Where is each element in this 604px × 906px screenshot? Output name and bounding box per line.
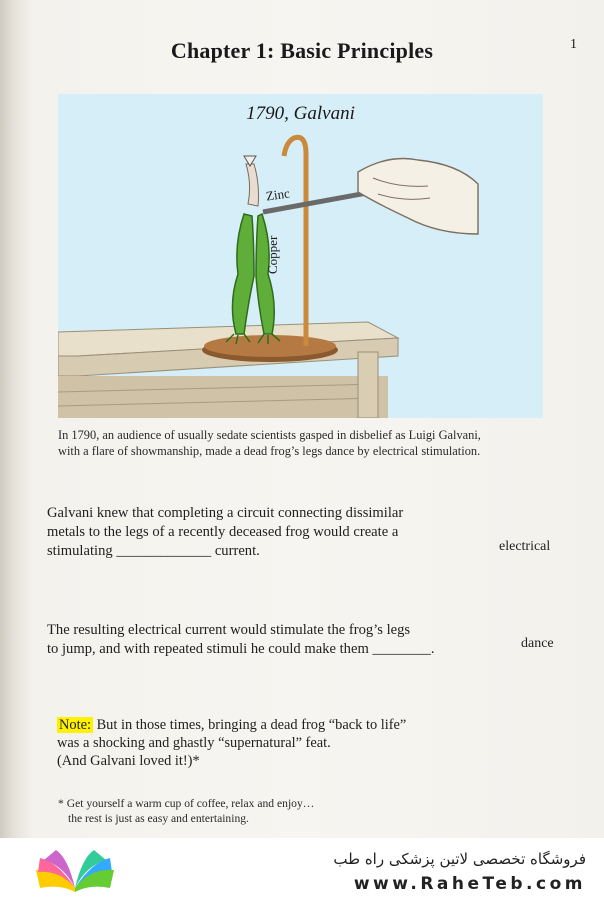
shop-url[interactable]: www.RaheTeb.com (353, 874, 586, 894)
shop-name: فروشگاه تخصصی لاتین پزشکی راه طب (333, 850, 586, 868)
question-line: stimulating _____________ current. (47, 543, 260, 559)
answer-1: electrical (499, 539, 551, 554)
illustration-drawing (58, 94, 543, 418)
question-line: metals to the legs of a recently deceased frog would create a (47, 524, 399, 540)
question-line: Galvani knew that completing a circuit connecting dissimilar (47, 505, 404, 521)
note-line: (And Galvani loved it!)* (57, 753, 200, 769)
question-line: to jump, and with repeated stimuli he could make them ________. (47, 641, 435, 657)
note-block (57, 716, 457, 770)
galvani-illustration (58, 94, 543, 418)
figure-caption (58, 427, 548, 459)
note-text: But in those times, bringing a dead frog “back to life” (92, 717, 407, 733)
footnote-line: the rest is just as easy and entertaining. (68, 812, 249, 825)
note-label: Note: (59, 717, 91, 733)
question-line: The resulting electrical current would stimulate the frog’s legs (47, 622, 411, 638)
copper-label: Copper (265, 235, 280, 274)
hand (358, 159, 478, 235)
book-logo-icon (30, 848, 120, 896)
note-line (57, 716, 457, 734)
chapter-title: Chapter 1: Basic Principles (170, 38, 434, 63)
table-leg (358, 352, 378, 418)
answer-2: dance (521, 636, 554, 651)
zinc-label: Zinc (265, 185, 291, 204)
footnote-line: * Get yourself a warm cup of coffee, relax and enjoy… (58, 797, 315, 810)
question-2 (47, 621, 467, 659)
page-number: 1 (570, 37, 577, 52)
copper-rod (284, 137, 306, 346)
caption-line: In 1790, an audience of usually sedate scientists gasped in disbelief as Luigi Galvani, (58, 428, 481, 442)
table-apron (58, 376, 388, 418)
caption-line: with a flare of showmanship, made a dead frog’s legs dance by electrical stimulation. (58, 444, 481, 458)
figure-title: 1790, Galvani (246, 103, 355, 124)
note-line: was a shocking and ghastly “supernatural” feat. (57, 735, 331, 751)
question-1 (47, 504, 447, 561)
frog-spine (246, 164, 259, 206)
frog-legs (226, 214, 280, 344)
footnote (58, 796, 358, 826)
